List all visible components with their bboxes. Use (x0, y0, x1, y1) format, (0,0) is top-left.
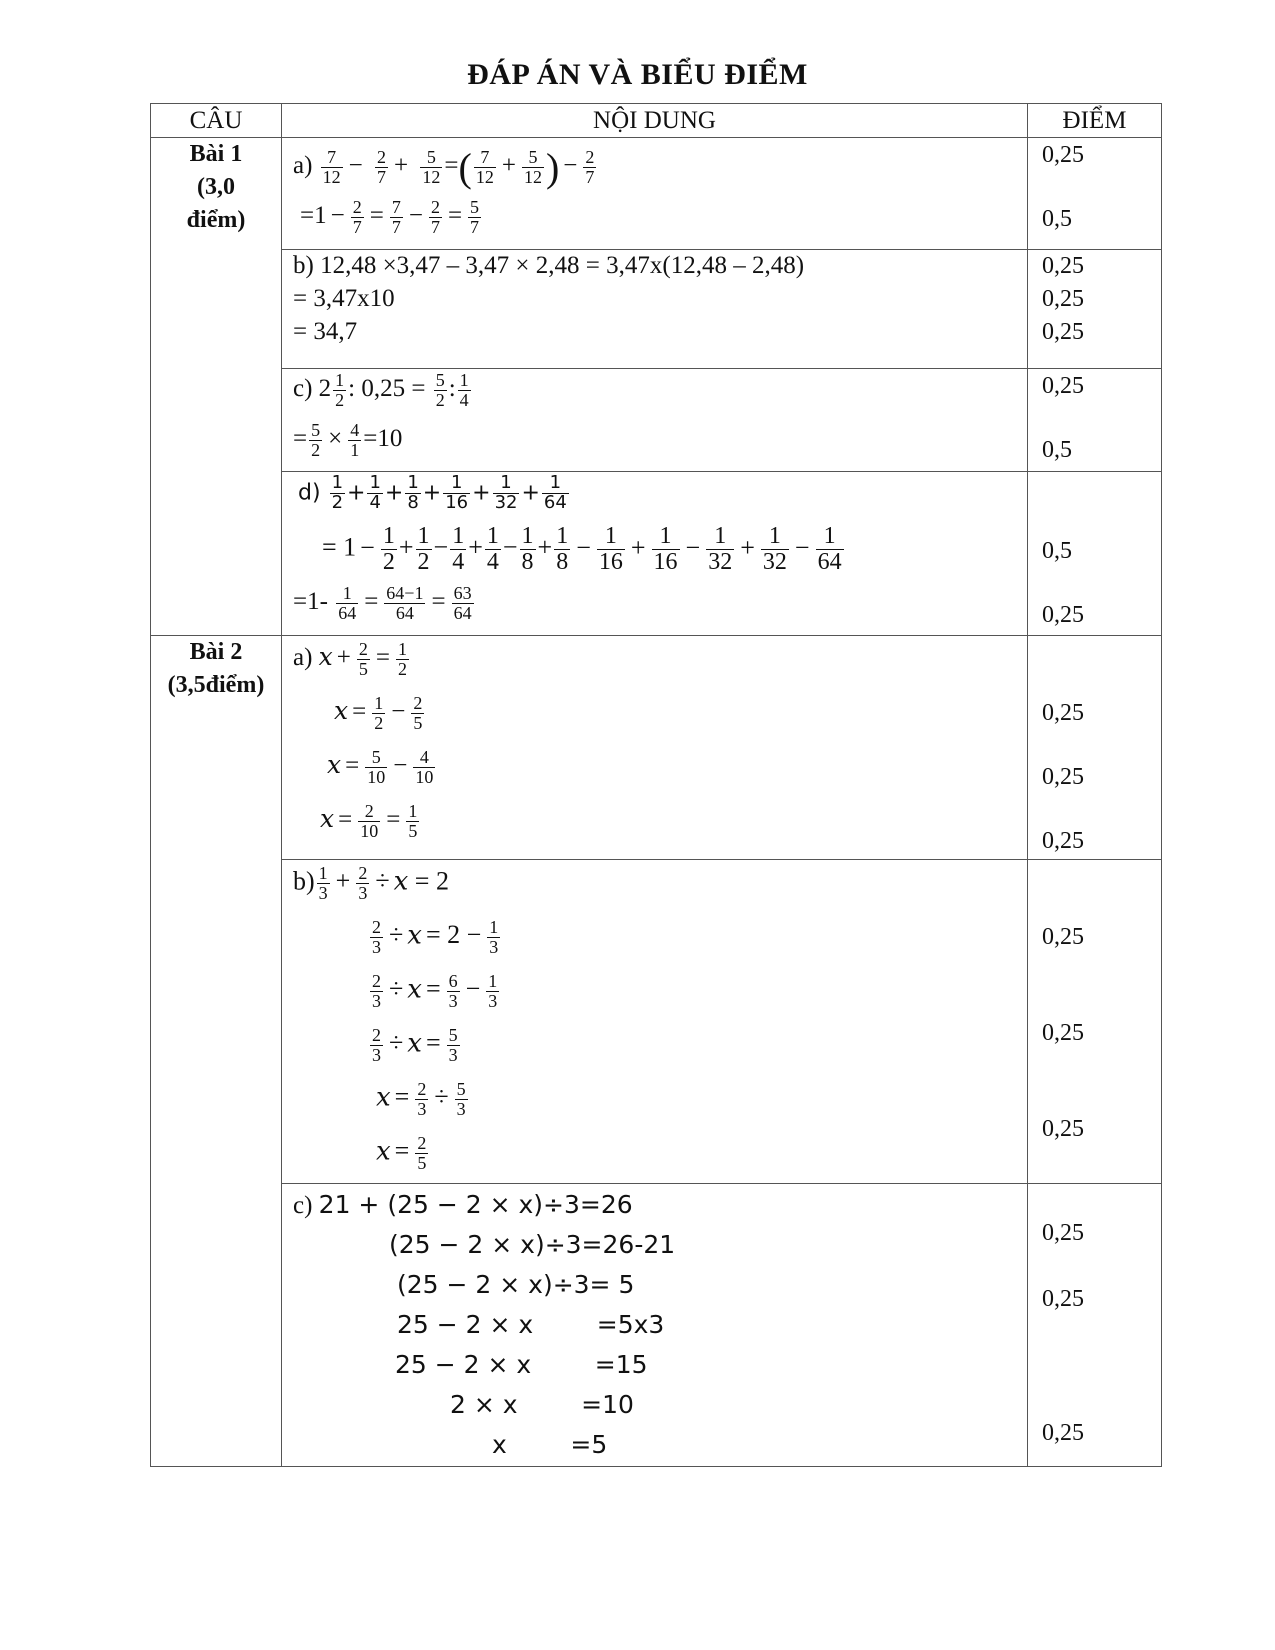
b2b-line3: $\frac{2}{3}$ ÷ x = $\frac{6}{3}$ − $\frac{1}{3}$ (372, 971, 498, 1011)
b1c-line2: = $\frac{5}{2}$ × $\frac{4}{1}$ =10 (293, 420, 403, 460)
b1d-l3-prefix: =1- (293, 588, 328, 616)
b1c-prefix: c) 2 (293, 375, 332, 403)
score: 0,25 (1042, 1116, 1084, 1142)
header-diem: ĐIỂM (1028, 104, 1162, 138)
score: 0,25 (1042, 373, 1084, 399)
score: 0,25 (1042, 1220, 1084, 1246)
content-bai1-b (282, 250, 1028, 369)
bai1-points: (3,0 (197, 174, 235, 200)
b2c-eq-2: (25 − 2 × x)÷3= 5 (397, 1270, 635, 1299)
b2a-prefix: a) (293, 644, 313, 672)
cell-bai1 (151, 138, 282, 636)
content-bai2-c (282, 1184, 1028, 1467)
b2c-prefix: c) (293, 1192, 313, 1219)
score: 0,25 (1042, 319, 1084, 345)
b1a-line2: =1 − $\frac{2}{7}$ = $\frac{7}{7}$ − $\frac{2}{7}$ = $\frac{5}{7}$ (300, 197, 480, 237)
bai1-points2: điểm) (186, 207, 246, 233)
var-x: x (407, 974, 422, 1005)
b1b-line2: = 3,47x10 (293, 285, 395, 312)
row-bai1-d (151, 472, 1162, 636)
b1d-line1: d) $\frac{1}{2}$ + $\frac{1}{4}$ + $\frac{1}{8}$ + $\frac{1}{16}$ + $\frac{1}{32}$ + $\frac{1}{64}$ (298, 472, 567, 513)
content-bai1-a (282, 138, 1028, 250)
b1c-l2-prefix: = (293, 425, 308, 453)
score-bai1-a (1028, 138, 1162, 250)
var-x: x (376, 1136, 391, 1167)
var-x: x (320, 804, 335, 834)
b2b-line4: $\frac{2}{3}$ ÷ x = $\frac{5}{3}$ (372, 1025, 458, 1065)
score: 0,5 (1042, 206, 1072, 232)
b2b-line1: b) $\frac{1}{3}$ + $\frac{2}{3}$ ÷ x = 2 (293, 863, 449, 903)
b2b-line6: x = $\frac{2}{5}$ (376, 1133, 427, 1173)
b1a-prefix: a) (293, 152, 313, 180)
b2c-eq-6: x =5 (492, 1430, 608, 1459)
b2b-rhs: = 2 (414, 866, 449, 896)
b1d-prefix: d) (298, 480, 321, 506)
score: 0,25 (1042, 764, 1084, 790)
var-x: x (393, 866, 409, 897)
header-cau: CÂU (151, 104, 282, 138)
score-bai1-d (1028, 472, 1162, 636)
var-x: x (376, 1082, 391, 1113)
b1c-mid: : 0,25 = (348, 375, 426, 403)
score-bai2-c (1028, 1184, 1162, 1467)
b1d-line2: = 1 − $\frac{1}{2}$ + $\frac{1}{2}$ − $\frac{1}{4}$ + $\frac{1}{4}$ − $\frac{1}{8}$ + $\frac{1}{8}$ − $\frac{1}{16}$ + $\frac{1}{16}$ − $\frac{1}{32}$ + $\frac{1}{32}$ − $\frac{1}{64}$ (322, 523, 842, 576)
score: 0,25 (1042, 142, 1084, 168)
header-noi-dung: NỘI DUNG (282, 104, 1028, 138)
row-bai1-b (151, 250, 1162, 369)
content-bai1-c (282, 369, 1028, 472)
b1c-l2-suffix: =10 (363, 425, 403, 453)
score: 0,25 (1042, 700, 1084, 726)
var-x: x (407, 920, 422, 951)
bai2-label: Bài 2 (189, 639, 243, 665)
b2c-eq-3: 25 − 2 × x =5x3 (397, 1310, 665, 1339)
b2c-eq-4: 25 − 2 × x =15 (395, 1350, 648, 1379)
score: 0,25 (1042, 1286, 1084, 1312)
b2a-line3: x = $\frac{5}{10}$ − $\frac{4}{10}$ (327, 747, 434, 787)
score: 0,25 (1042, 602, 1084, 628)
row-bai2-c (151, 1184, 1162, 1467)
score-bai2-a (1028, 636, 1162, 860)
var-x: x (318, 642, 333, 672)
row-bai1-a (151, 138, 1162, 250)
var-x: x (407, 1028, 422, 1059)
bai1-label: Bài 1 (189, 141, 243, 167)
score: 0,25 (1042, 828, 1084, 854)
b2a-line1: a) x + $\frac{2}{5}$ = $\frac{1}{2}$ (293, 639, 407, 679)
score: 0,25 (1042, 1020, 1084, 1046)
b2c-eq-1: (25 − 2 × x)÷3=26-21 (389, 1230, 676, 1259)
content-bai2-a (282, 636, 1028, 860)
content-bai1-d (282, 472, 1028, 636)
score-bai1-b (1028, 250, 1162, 369)
row-bai2-a (151, 636, 1162, 860)
b2b-prefix: b) (293, 866, 315, 896)
score: 0,25 (1042, 1420, 1084, 1446)
b1a-l2-prefix: =1 (300, 202, 327, 230)
b2b-line5: x = $\frac{2}{3}$ ÷ $\frac{5}{3}$ (376, 1079, 466, 1119)
score: 0,25 (1042, 286, 1084, 312)
score: 0,25 (1042, 924, 1084, 950)
b2c-line1 (293, 1190, 633, 1220)
row-bai2-b (151, 860, 1162, 1184)
page-title: ĐÁP ÁN VÀ BIỂU ĐIỂM (467, 58, 808, 91)
var-x: x (334, 696, 349, 726)
header-row (151, 104, 1162, 138)
score: 0,25 (1042, 253, 1084, 279)
bai2-points: (3,5điểm) (167, 672, 265, 698)
score-bai2-b (1028, 860, 1162, 1184)
b1a-line1: a) $\frac{7}{12}$ − $\frac{2}{7}$ + $\frac{5}{12}$ =( $\frac{7}{12}$ + $\frac{5}{12}$ ) − $\frac{2}{7}$ (293, 145, 595, 190)
b1b-line1: b) 12,48 ×3,47 – 3,47 × 2,48 = 3,47x(12,48 – 2,48) (293, 252, 805, 279)
b1d-line3: =1- $\frac{1}{64}$ = $\frac{64-1}{64}$ = $\frac{63}{64}$ (293, 583, 472, 623)
row-bai1-c (151, 369, 1162, 472)
score: 0,5 (1042, 538, 1072, 564)
cell-bai2 (151, 636, 282, 1467)
b2a-line2: x = $\frac{1}{2}$ − $\frac{2}{5}$ (334, 693, 423, 733)
content-bai2-b (282, 860, 1028, 1184)
score: 0,5 (1042, 437, 1072, 463)
b2b-line2: $\frac{2}{3}$ ÷ x = 2 − $\frac{1}{3}$ (372, 917, 499, 957)
answer-table (150, 103, 1162, 1467)
b2a-line4: x = $\frac{2}{10}$ = $\frac{1}{5}$ (320, 801, 418, 841)
b1d-l2-prefix: = 1 (322, 532, 357, 562)
score-bai1-c (1028, 369, 1162, 472)
b1b-line3: = 34,7 (293, 318, 358, 345)
var-x: x (327, 750, 342, 780)
b1c-line1: c) 2 $\frac{1}{2}$ : 0,25 = $\frac{5}{2}$ : $\frac{1}{4}$ (293, 370, 469, 410)
b2c-eq-5: 2 × x =10 (450, 1390, 634, 1419)
b2c-eq-0: 21 + (25 − 2 × x)÷3=26 (318, 1190, 633, 1219)
